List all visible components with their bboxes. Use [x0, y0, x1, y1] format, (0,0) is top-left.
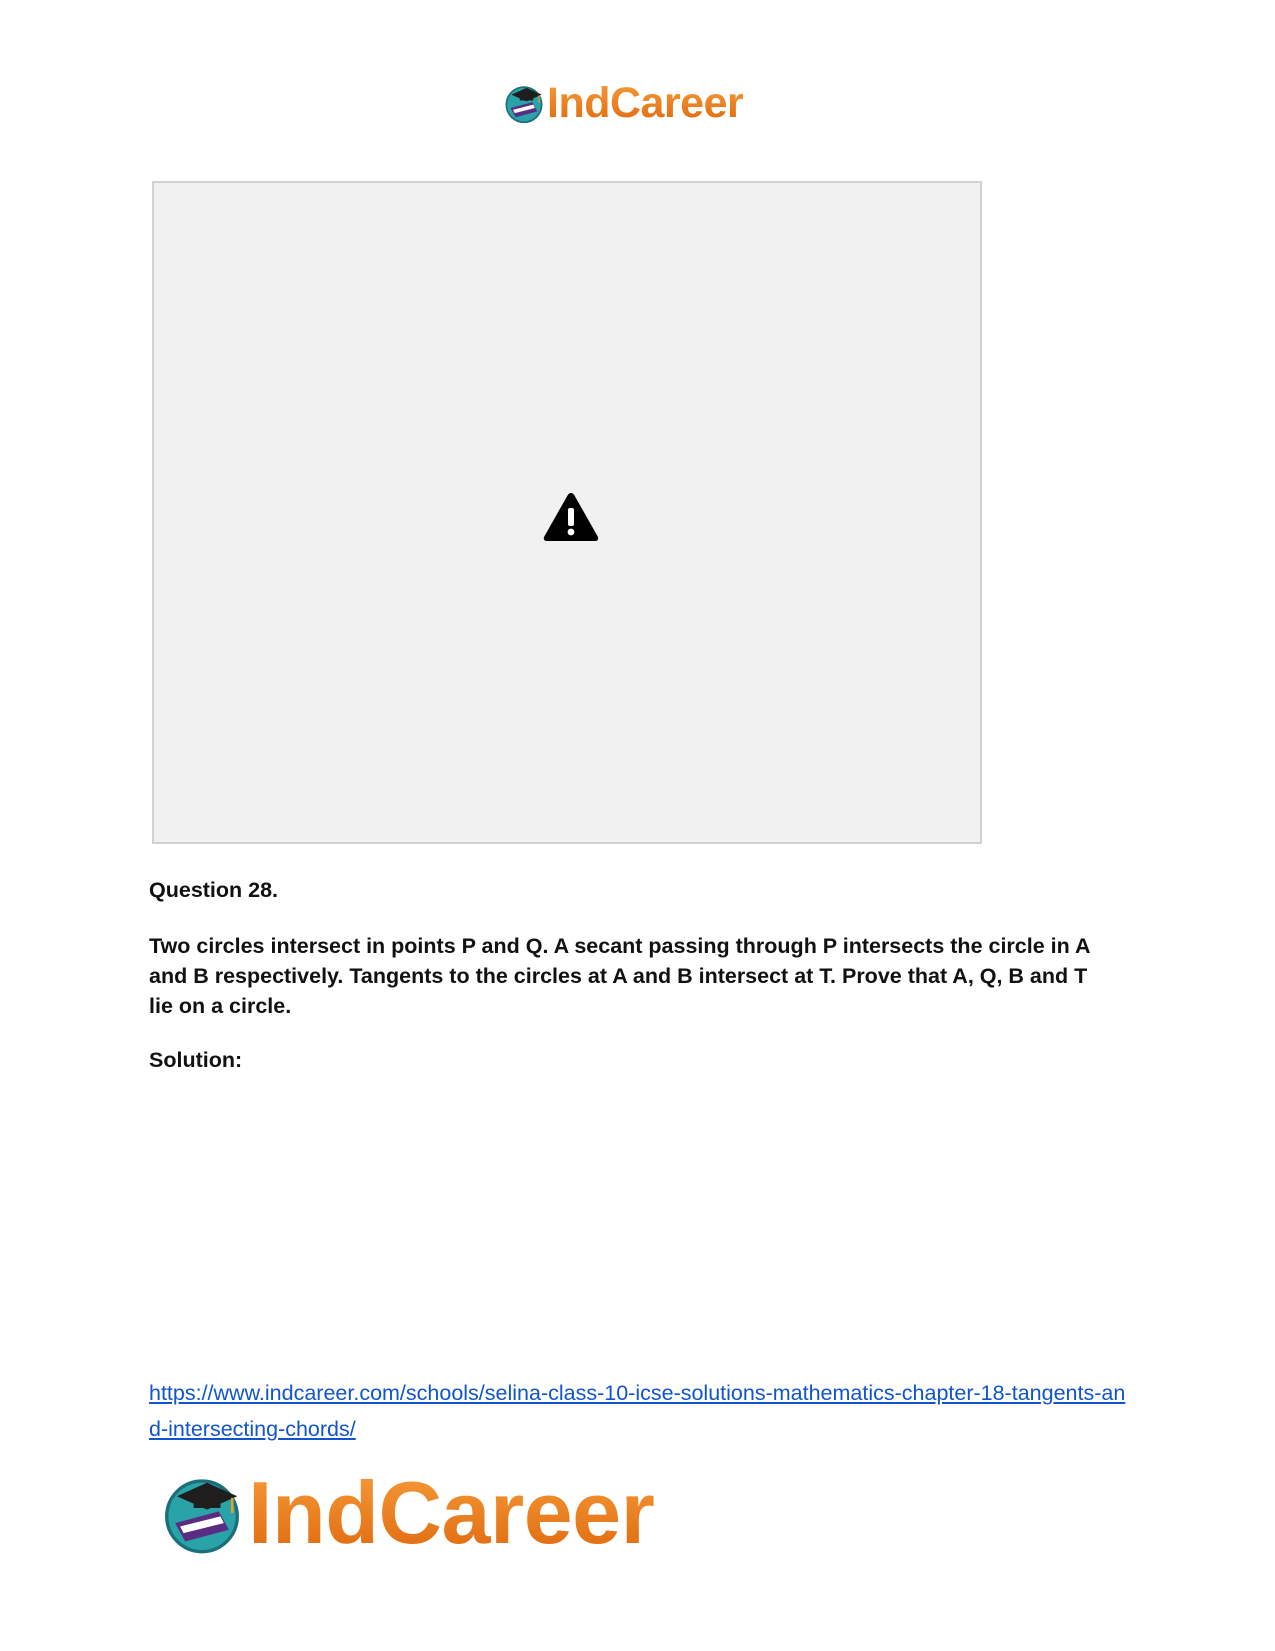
logo-text: IndCareer	[547, 78, 744, 127]
solution-heading: Solution:	[149, 1048, 243, 1072]
question-text: Two circles intersect in points P and Q. A secant passing through P intersects the circle in A and B respectively. Tangents to the circles at A and B intersect at T. Prove that A, Q, B and T lie on a circle.	[149, 934, 1090, 1018]
graduation-globe-icon	[503, 82, 545, 124]
footer-logo	[160, 1463, 655, 1562]
header-logo	[503, 80, 743, 126]
warning-icon	[542, 491, 600, 543]
graduation-globe-icon	[160, 1471, 244, 1555]
logo-text: IndCareer	[248, 1463, 655, 1562]
source-link[interactable]: https://www.indcareer.com/schools/selina-class-10-icse-solutions-mathematics-chapter-18-tangents-and-intersecting-chords/	[149, 1381, 1126, 1441]
broken-image-placeholder	[152, 181, 982, 844]
question-heading: Question 28.	[149, 878, 279, 902]
